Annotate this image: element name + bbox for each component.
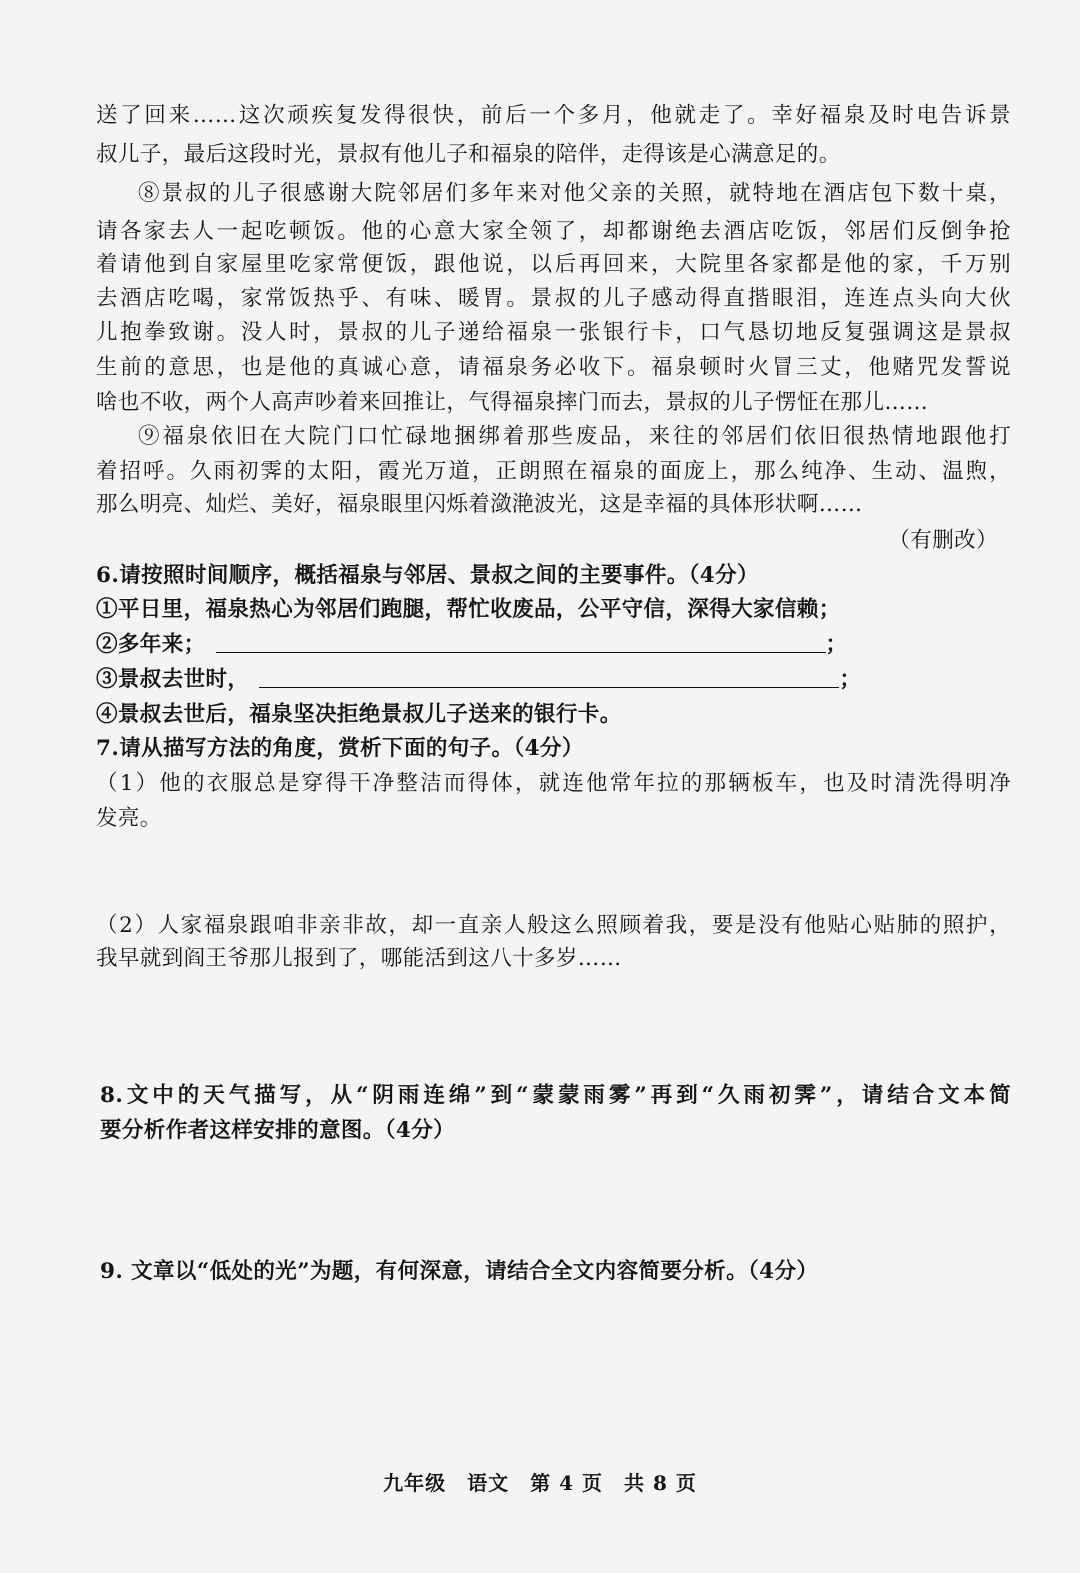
passage-line: 那么明亮、灿烂、美好，福泉眼里闪烁着潋滟波光，这是幸福的具体形状啊…… [96,492,863,517]
item-3-label: ③景叔去世时， [96,667,250,692]
question-7-title: 7.请从描写方法的角度，赏析下面的句子。（4分） [96,736,584,761]
answer-blank-2[interactable] [216,628,826,653]
question-6-item-4: ④景叔去世后，福泉坚决拒绝景叔儿子送来的银行卡。 [96,702,622,727]
answer-blank-3[interactable] [259,663,839,688]
passage-line: 去酒店吃喝，家常饭热乎、有味、暖胃。景叔的儿子感动得直揩眼泪，连连点头向大伙 [96,286,1011,311]
passage-line: 生前的意思，也是他的真诚心意，请福泉务必收下。福泉顿时火冒三丈，他赌咒发誓说 [96,355,1011,380]
passage-line: 请各家去人一起吃顿饭。他的心意大家全领了，却都谢绝去酒店吃饭，邻居们反倒争抢 [96,219,1011,244]
question-6-item-2 [96,627,1011,663]
item-3-end: ； [839,667,862,692]
passage-line: 儿抱拳致谢。没人时，景叔的儿子递给福泉一张银行卡，口气恳切地反复强调这是景叔 [96,320,1011,345]
passage-line: 叔儿子，最后这段时光，景叔有他儿子和福泉的陪伴，走得该是心满意足的。 [96,142,841,167]
question-7-sub-2: （2）人家福泉跟咱非亲非故，却一直亲人般这么照顾着我，要是没有他贴心贴肺的照护， [96,913,1011,938]
passage-line: 送了回来……这次顽疾复发得很快，前后一个多月，他就走了。幸好福泉及时电告诉景 [96,103,1011,128]
passage-line: 啥也不收，两个人高声吵着来回推让，气得福泉摔门而去，景叔的儿子愣怔在那儿…… [96,390,929,415]
paragraph-9-start: ⑨福泉依旧在大院门口忙碌地捆绑着那些废品，来往的邻居们依旧很热情地跟他打 [138,424,1011,449]
question-8-line-2: 要分析作者这样安排的意图。（4分） [100,1118,456,1143]
question-6-title: 6.请按照时间顺序，概括福泉与邻居、景叔之间的主要事件。（4分） [96,563,759,588]
question-7-sub-2-cont: 我早就到阎王爷那儿报到了，哪能活到这八十多岁…… [96,946,622,971]
paragraph-8-start: ⑧景叔的儿子很感谢大院邻居们多年来对他父亲的关照，就特地在酒店包下数十桌， [138,181,1011,206]
passage-line: 着请他到自家屋里吃家常便饭，跟他说，以后再回来，大院里各家都是他的家，千万别 [96,252,1011,277]
question-6-item-1: ①平日里，福泉热心为邻居们跑腿，帮忙收废品，公平守信，深得大家信赖； [96,597,841,622]
source-note: （有删改） [888,528,998,553]
question-8-line-1: 8.文中的天气描写，从“阴雨连绵”到“蒙蒙雨雾”再到“久雨初霁”，请结合文本简 [100,1083,1011,1108]
item-2-end: ； [825,632,848,657]
page-footer: 九年级 语文 第 4 页 共 8 页 [383,1471,697,1495]
item-2-label: ②多年来； [96,632,206,657]
question-7-sub-1-cont: 发亮。 [96,806,162,831]
passage-line: 着招呼。久雨初霁的太阳，霞光万道，正朗照在福泉的面庞上，那么纯净、生动、温煦， [96,459,1011,484]
question-9: 9. 文章以“低处的光”为题，有何深意，请结合全文内容简要分析。（4分） [100,1259,819,1284]
question-7-sub-1: （1）他的衣服总是穿得干净整洁而得体，就连他常年拉的那辆板车，也及时清洗得明净 [96,771,1011,796]
question-6-item-3 [96,662,1011,698]
